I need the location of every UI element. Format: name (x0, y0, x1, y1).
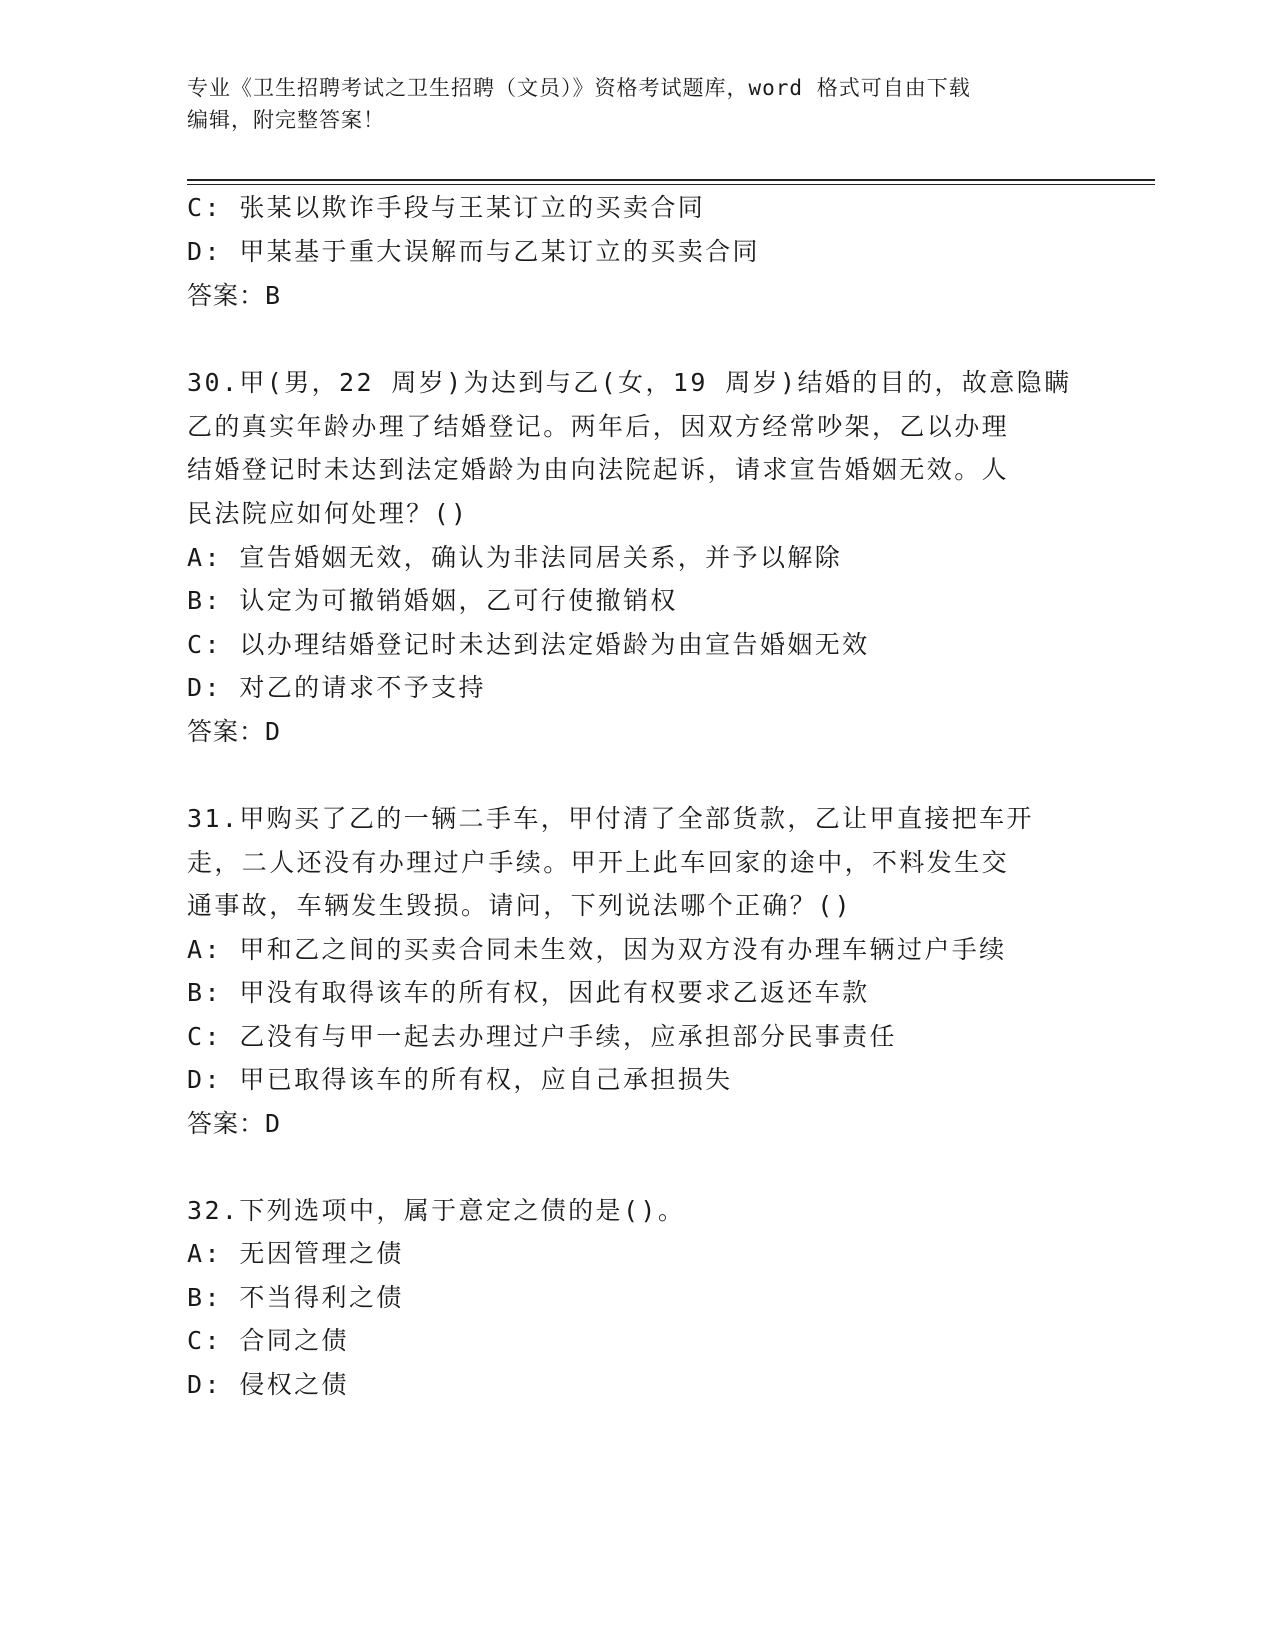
q31-stem-line-2: 走，二人还没有办理过户手续。甲开上此车回家的途中，不料发生交 (187, 848, 1010, 877)
q30-stem-line-1: 30.甲(男，22 周岁)为达到与乙(女，19 周岁)结婚的目的，故意隐瞒 (187, 368, 1072, 397)
q32-option-a: A: 无因管理之债 (187, 1239, 404, 1268)
q31-option-c: C: 乙没有与甲一起去办理过户手续，应承担部分民事责任 (187, 1022, 897, 1051)
q30-stem-line-2: 乙的真实年龄办理了结婚登记。两年后，因双方经常吵架，乙以办理 (187, 412, 1010, 441)
q30-option-b: B: 认定为可撤销婚姻，乙可行使撤销权 (187, 586, 678, 615)
q31-option-b: B: 甲没有取得该车的所有权，因此有权要求乙返还车款 (187, 978, 870, 1007)
q32-option-c: C: 合同之债 (187, 1326, 349, 1355)
header-divider-thick (187, 179, 1155, 181)
q31-stem-line-3: 通事故，车辆发生毁损。请问，下列说法哪个正确？() (187, 891, 853, 920)
q29-option-d: D: 甲某基于重大误解而与乙某订立的买卖合同 (187, 237, 760, 266)
q30-answer: 答案：D (187, 717, 282, 746)
header-line-1: 专业《卫生招聘考试之卫生招聘（文员）》资格考试题库，word 格式可自由下载 (187, 76, 971, 100)
q30-option-c: C: 以办理结婚登记时未达到法定婚龄为由宣告婚姻无效 (187, 630, 870, 659)
q31-option-d: D: 甲已取得该车的所有权，应自己承担损失 (187, 1065, 733, 1094)
header-line-2: 编辑，附完整答案！ (187, 108, 385, 132)
q30-option-a: A: 宣告婚姻无效，确认为非法同居关系，并予以解除 (187, 543, 843, 572)
q31-stem-line-1: 31.甲购买了乙的一辆二手车，甲付清了全部货款，乙让甲直接把车开 (187, 804, 1034, 833)
q29-answer: 答案：B (187, 281, 282, 310)
q31-answer: 答案：D (187, 1109, 282, 1138)
q30-stem-line-4: 民法院应如何处理？() (187, 499, 469, 528)
document-header (187, 72, 1087, 136)
q30-stem-line-3: 结婚登记时未达到法定婚龄为由向法院起诉，请求宣告婚姻无效。人 (187, 455, 1010, 484)
q30-option-d: D: 对乙的请求不予支持 (187, 673, 486, 702)
q32-option-d: D: 侵权之债 (187, 1370, 349, 1399)
header-divider-thin (187, 184, 1155, 185)
q31-option-a: A: 甲和乙之间的买卖合同未生效，因为双方没有办理车辆过户手续 (187, 935, 1007, 964)
q32-option-b: B: 不当得利之债 (187, 1283, 404, 1312)
q32-stem: 32.下列选项中，属于意定之债的是()。 (187, 1196, 686, 1225)
q29-option-c: C: 张某以欺诈手段与王某订立的买卖合同 (187, 193, 706, 222)
